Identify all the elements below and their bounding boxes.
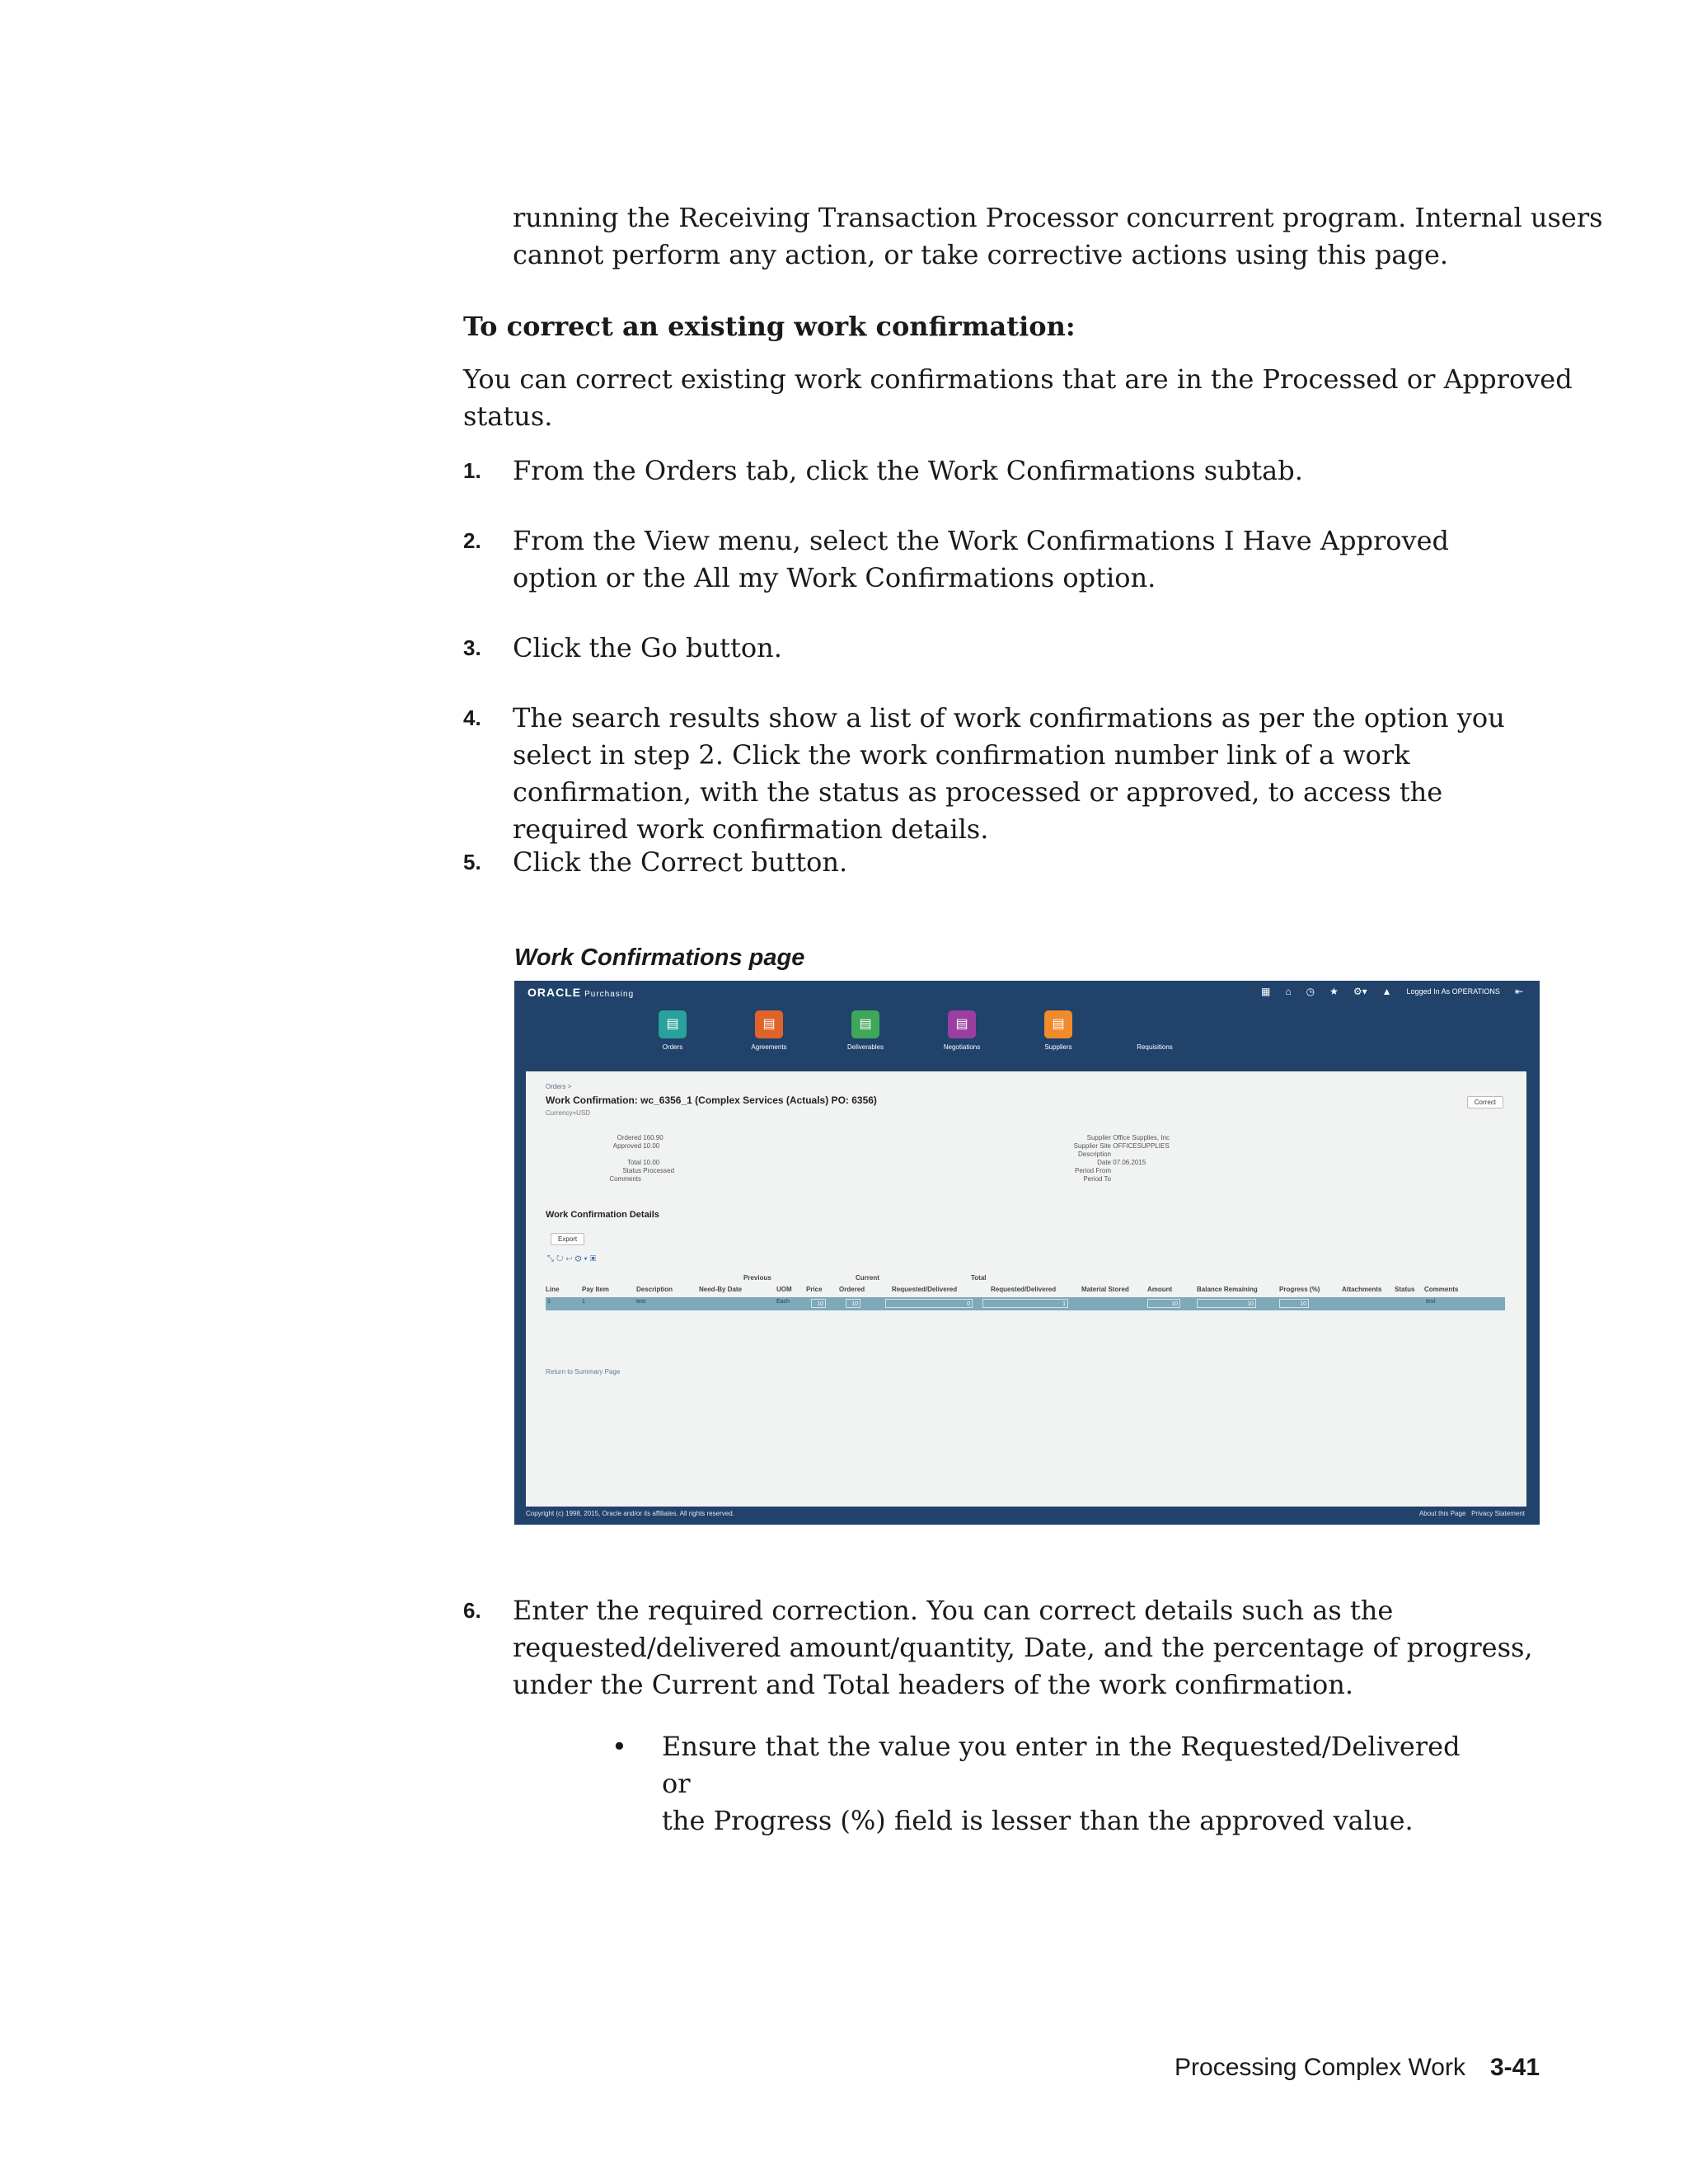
breadcrumb[interactable]: Orders > [546,1083,572,1090]
prev-requested-input[interactable]: 0 [885,1299,973,1308]
field-label: Ordered [617,1134,641,1141]
step-5-text: Click the Correct button. [513,846,848,878]
intro-line-2: cannot perform any action, or take corrective actions using this page. [513,239,1449,270]
logged-in-label: Logged In As OPERATIONS [1406,987,1500,996]
field-label: Date [1097,1159,1111,1166]
figure-caption: Work Confirmations page [514,944,805,971]
field-label: Period To [1083,1175,1111,1183]
wrap-icon[interactable]: ↩ [565,1254,575,1263]
suppliers-icon: ▤ [1044,1010,1072,1038]
home-icon[interactable]: ⌂ [1285,986,1292,997]
privacy-statement-link[interactable]: Privacy Statement [1471,1510,1525,1517]
tab-orders[interactable] [627,1010,718,1051]
field-label: Supplier Site [1073,1142,1111,1150]
clock-icon[interactable]: ◷ [1306,986,1315,997]
step-5-number: 5. [463,850,481,874]
previous-group-header: Previous [743,1274,771,1282]
oracle-logo-text: ORACLE [528,986,582,999]
cell-line: 1 [547,1299,551,1305]
col-ordered: Ordered [839,1286,865,1293]
tab-agreements[interactable] [724,1010,814,1051]
amount-input[interactable]: 10 [1147,1299,1180,1308]
total-group-header: Total [971,1274,987,1282]
left-fields [575,1134,674,1183]
field-label: Period From [1074,1167,1111,1174]
tab-deliverables[interactable] [820,1010,911,1051]
step-6-number: 6. [463,1598,481,1623]
field-label: Approved [612,1142,641,1150]
bullet-line-2: the Progress (%) field is lesser than the approved value. [662,1805,1414,1836]
cell-pay-item: 1 [582,1299,585,1305]
copyright-text: Copyright (c) 1998, 2015, Oracle and/or its affiliates. All rights reserved. [526,1510,734,1517]
footer-links [1419,1510,1525,1517]
cell-comments: test [1426,1299,1436,1305]
cur-requested-input[interactable]: 1 [982,1299,1068,1308]
intro-line-1: running the Receiving Transaction Processor concurrent program. Internal users [513,202,1603,233]
col-pay-item[interactable]: Pay Item [582,1286,609,1293]
current-group-header: Current [856,1274,879,1282]
tab-orders-label: Orders [662,1043,683,1051]
page-number: 3-41 [1489,2054,1540,2081]
field-label: Comments [609,1175,641,1183]
step-1-text: From the Orders tab, click the Work Confirmations subtab. [513,455,1303,486]
step-4-number: 4. [463,705,481,730]
tab-requisitions[interactable] [1109,1010,1200,1051]
page-content [526,1071,1526,1507]
oracle-top-bar [514,981,1540,1005]
col-comments: Comments [1424,1286,1459,1293]
col-status: Status [1395,1286,1415,1293]
col-prev-requested: Requested/Delivered [892,1286,958,1293]
field-value: 07.06.2015 [1113,1159,1146,1166]
step-1-number: 1. [463,458,481,483]
page-footer [1175,2054,1540,2082]
col-price: Price [806,1286,823,1293]
orders-icon: ▤ [659,1010,687,1038]
tab-requisitions-label: Requisitions [1137,1043,1173,1051]
tab-negotiations-label: Negotiations [943,1043,981,1051]
step-2-number: 2. [463,528,481,553]
field-value: OFFICESUPPLIES [1113,1142,1170,1150]
app-nav-tabs [514,1010,1540,1060]
table-row[interactable] [546,1297,1505,1310]
col-attachments: Attachments [1342,1286,1382,1293]
right-fields [1053,1134,1170,1183]
progress-input[interactable]: 10 [1279,1299,1309,1308]
field-value: 10.00 [643,1142,660,1150]
details-section-title: Work Confirmation Details [546,1210,659,1220]
detach-icon[interactable]: ⤡ [547,1254,556,1263]
col-cur-requested: Requested/Delivered [991,1286,1057,1293]
col-description: Description [636,1286,673,1293]
return-to-summary-link[interactable]: Return to Summary Page [546,1368,621,1376]
col-amount: Amount [1147,1286,1173,1293]
field-label: Status [622,1167,641,1174]
tab-deliverables-label: Deliverables [846,1043,884,1051]
step-2-text: From the View menu, select the Work Confirmations I Have Approved option or the All my Work Confirmations option. [513,525,1449,593]
bullet-text [662,1728,1486,1840]
col-material-stored: Material Stored [1081,1286,1129,1293]
cell-price: 10 [811,1299,826,1308]
deliverables-icon: ▤ [851,1010,879,1038]
correct-button[interactable]: Correct [1467,1096,1503,1108]
agreements-icon: ▤ [755,1010,783,1038]
negotiations-icon: ▤ [948,1010,976,1038]
step-3-number: 3. [463,635,481,660]
table-toolbar [547,1254,598,1263]
refresh-icon[interactable]: ↻ [556,1254,566,1263]
field-value: Processed [643,1167,675,1174]
cell-ordered: 10 [846,1299,860,1308]
tab-negotiations[interactable] [917,1010,1007,1051]
footer-section-title: Processing Complex Work [1175,2054,1465,2081]
field-label: Description [1077,1151,1111,1158]
tab-agreements-label: Agreements [751,1043,787,1051]
currency-label: Currency=USD [546,1109,591,1117]
col-need-by-date[interactable]: Need-By Date [699,1286,743,1293]
favorites-star-icon[interactable]: ★ [1329,986,1339,997]
logout-icon[interactable]: ⇤ [1514,986,1523,997]
screenshot-footer [514,1510,1540,1520]
cell-uom: Each [776,1299,790,1305]
para-line-1: You can correct existing work confirmations that are in the Processed or Approved [463,363,1573,395]
settings-gear-icon[interactable]: ⚙▾ [1353,986,1367,997]
col-balance-remaining: Balance Remaining [1197,1286,1258,1293]
col-progress: Progress (%) [1279,1286,1320,1293]
cell-description: test [636,1299,646,1305]
field-value: Office Supplies, Inc [1113,1134,1170,1141]
global-icons [1261,986,1523,997]
actions-gear-icon[interactable]: ⚙▾ [574,1254,590,1263]
page-title: Work Confirmation: wc_6356_1 (Complex Services (Actuals) PO: 6356) [546,1094,877,1106]
navigator-icon[interactable]: ▦ [1261,986,1271,997]
oracle-logo [528,986,634,999]
balance-remaining-input[interactable]: 10 [1197,1299,1256,1308]
work-confirmations-screenshot [514,981,1540,1525]
export-button[interactable]: Export [551,1233,584,1245]
col-line[interactable]: Line [546,1286,560,1293]
step-4-text: The search results show a list of work confirmations as per the option you select in step 2. Click the work confirmation number link of a work confirmation, with the status as processed or approved, to access the required work confirmation details. [513,702,1505,845]
step-3-text: Click the Go button. [513,632,782,663]
bullet-line-1: Ensure that the value you enter in the Requested/Delivered or [662,1731,1461,1799]
field-value: 10.00 [643,1159,660,1166]
about-page-link[interactable]: About this Page [1418,1510,1466,1517]
field-label: Total [627,1159,641,1166]
para-line-2: status. [463,401,553,432]
tab-suppliers[interactable] [1013,1010,1104,1051]
app-name: Purchasing [584,990,635,999]
field-label: Supplier [1086,1134,1111,1141]
field-value: 160.90 [643,1134,663,1141]
notifications-bell-icon[interactable]: ▲ [1381,986,1392,997]
bullet-icon: • [612,1731,627,1762]
freeze-icon[interactable]: ▣ [589,1254,599,1263]
col-uom: UOM [776,1286,792,1293]
tab-suppliers-label: Suppliers [1044,1043,1072,1051]
step-6-text: Enter the required correction. You can correct details such as the requested/delivered amount/quantity, Date, and the percentage of progress, under the Current and Total headers of the work confirmation. [513,1595,1533,1700]
section-heading: To correct an existing work confirmation: [463,311,1076,342]
